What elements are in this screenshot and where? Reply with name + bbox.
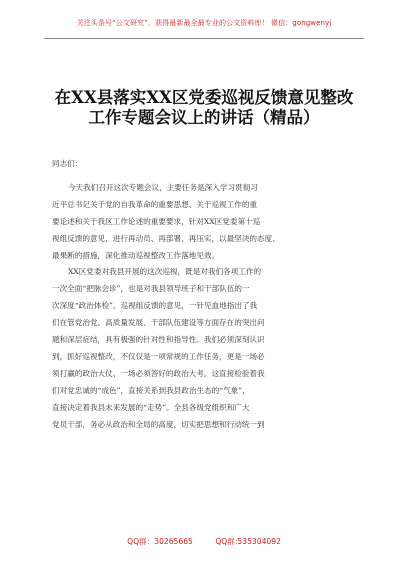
header-divider bbox=[44, 38, 364, 39]
title-line-1: 在XX县落实XX区党委巡视反馈意见整改 bbox=[54, 88, 354, 107]
paragraph-line: 党员干部，务必从政治和全局的高度，切实把思想和行动统一到 bbox=[52, 419, 265, 429]
paragraph-line: 一次全面“把脉会诊”，也是对我县领导班子和干部队伍的一 bbox=[52, 284, 250, 294]
paragraph-line: 视组反馈的意见，进行再动员、再部署、再压实，以最坚决的态度、 bbox=[52, 233, 280, 243]
paragraph-line: 次深度“政治体检”。巡视组反馈的意见，一针见血地指出了我 bbox=[52, 301, 258, 311]
document-body bbox=[52, 156, 352, 434]
paragraph-line: 们对党忠诚的“成色”，直接关系到我县政治生态的“气象”， bbox=[52, 385, 250, 395]
salutation: 同志们： bbox=[52, 159, 83, 168]
paragraph-line: 今天我们召开这次专题会议，主要任务是深入学习贯彻习 bbox=[68, 182, 258, 192]
paragraph-line: 们在管党治党、高质量发展、干部队伍建设等方面存在的突出问 bbox=[52, 318, 265, 328]
paragraph bbox=[52, 180, 352, 265]
paragraph-line: 须打赢的政治大仗、一场必须答好的政治大考。这直接检验着我 bbox=[52, 368, 265, 378]
footer-qq-group-1: QQ群：30265665 bbox=[127, 537, 193, 546]
paragraph-line: 直接决定着我县未来发展的“走势”。全县各级党组织和广大 bbox=[52, 402, 250, 412]
paragraphs bbox=[52, 180, 352, 434]
paragraph bbox=[52, 264, 352, 433]
paragraph-line: 到，抓好巡视整改，不仅仅是一项常规的工作任务，更是一场必 bbox=[52, 351, 265, 361]
paragraph-line: 要论述和关于我区工作论述的重要要求，针对XX区党委第十巡 bbox=[52, 216, 261, 226]
document-title bbox=[30, 88, 378, 128]
header-promo-text: 关注头条号“公文研究”，获得最新最全最专业的公文资料库！ 微信：gongwenyj bbox=[76, 19, 332, 27]
paragraph-line: XX区党委对我县开展的这次巡视，既是对我们各项工作的 bbox=[68, 267, 262, 277]
title-line-2: 工作专题会议上的讲话（精品） bbox=[88, 108, 320, 127]
paragraph-line: 近平总书记关于党的自我革命的重要思想、关于巡视工作的重 bbox=[52, 199, 258, 209]
paragraph-line: 题和深层症结，具有极强的针对性和指导性。我们必须深刻认识 bbox=[52, 335, 265, 345]
footer-qq-group-2: QQ群:535304092 bbox=[215, 537, 281, 546]
paragraph-line: 最果断的措施，深化推动巡视整改工作落地见效。 bbox=[52, 250, 220, 260]
footer-contact bbox=[0, 536, 408, 547]
